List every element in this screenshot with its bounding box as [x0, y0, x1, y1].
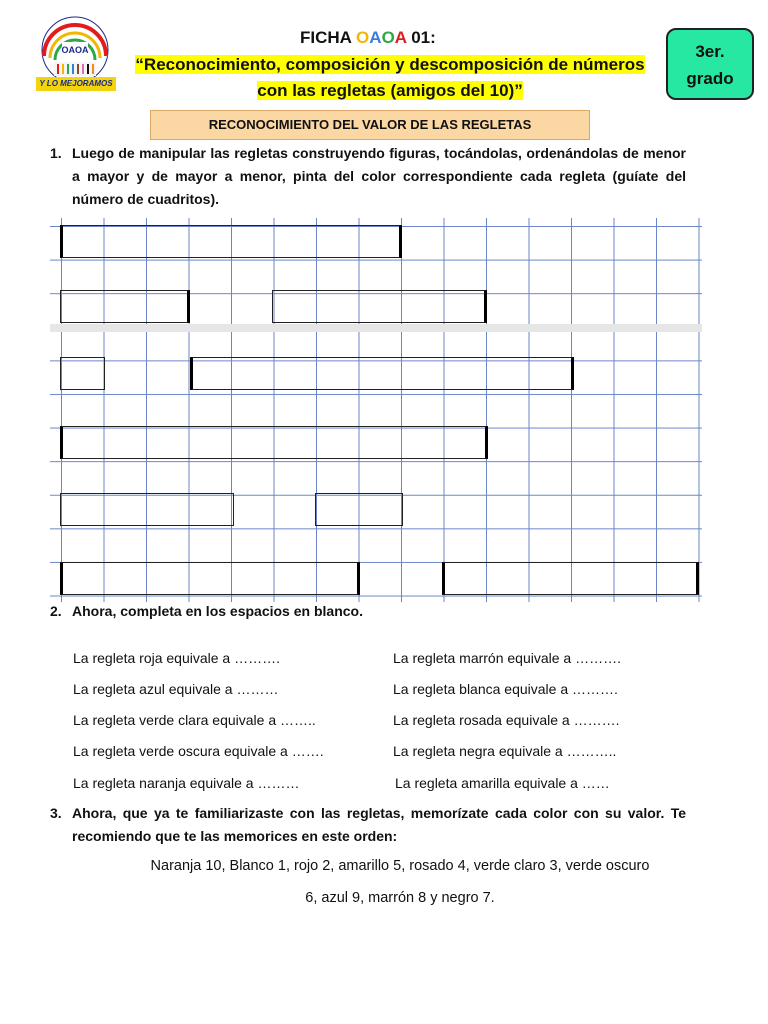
regleta-outline[interactable]: [60, 357, 105, 390]
question-2: [50, 600, 686, 624]
fill-blank-right-1: La regleta marrón equivale a ……….: [393, 650, 621, 666]
ficha-word: FICHA: [300, 28, 352, 47]
regleta-outline[interactable]: [272, 290, 487, 323]
regleta-outline[interactable]: [442, 562, 699, 595]
regleta-outline[interactable]: [60, 562, 360, 595]
question-1: [50, 142, 686, 208]
ficha-o2: O: [381, 28, 395, 47]
order-line-1: Naranja 10, Blanco 1, rojo 2, amarillo 5, rosado 4, verde claro 3, verde oscuro: [150, 858, 650, 874]
fill-blank-left-3: La regleta verde clara equivale a ……..: [73, 712, 316, 728]
question-1-number: 1.: [50, 145, 62, 161]
svg-text:OAOA: OAOA: [61, 45, 89, 55]
regleta-outline[interactable]: [60, 493, 234, 526]
fill-blank-left-2: La regleta azul equivale a ………: [73, 681, 279, 697]
question-3: [50, 802, 686, 848]
title-line-1: “Reconocimiento, composición y descomposición de números: [135, 55, 645, 74]
fill-blank-right-5: La regleta amarilla equivale a ……: [395, 775, 610, 791]
grade-line-1: 3er.: [695, 42, 725, 61]
question-3-number: 3.: [50, 805, 62, 821]
title-line-2: con las regletas (amigos del 10)”: [257, 81, 523, 100]
regletas-grid: [50, 218, 702, 602]
fill-blank-left-5: La regleta naranja equivale a ………: [73, 775, 300, 791]
question-2-text: Ahora, completa en los espacios en blanco.: [72, 603, 363, 619]
regleta-outline[interactable]: [60, 290, 190, 323]
regleta-outline[interactable]: [315, 493, 403, 526]
fill-blank-right-2: La regleta blanca equivale a ……….: [393, 681, 618, 697]
regleta-outline[interactable]: [190, 357, 574, 390]
question-1-text: Luego de manipular las regletas construyendo figuras, tocándolas, ordenándolas de menor a mayor y de mayor a menor, pinta del color correspondiente cada regleta (guíate del número de cuadritos).: [72, 145, 686, 207]
fill-blank-left-1: La regleta roja equivale a ……….: [73, 650, 280, 666]
regleta-outline[interactable]: [60, 225, 402, 258]
fill-blank-left-4: La regleta verde oscura equivale a …….: [73, 743, 324, 759]
grade-badge: [666, 28, 754, 100]
grid-divider: [50, 324, 702, 332]
ficha-a1: A: [369, 28, 382, 47]
page-title: [120, 52, 660, 104]
grade-line-2: grado: [686, 69, 734, 88]
ficha-label: [300, 28, 436, 48]
ficha-o1: O: [356, 28, 370, 47]
order-line-2: 6, azul 9, marrón 8 y negro 7.: [305, 890, 495, 906]
question-2-number: 2.: [50, 603, 62, 619]
ficha-number: 01:: [411, 28, 436, 47]
fill-blank-right-4: La regleta negra equivale a ………..: [393, 743, 617, 759]
question-3-text: Ahora, que ya te familiarizaste con las regletas, memorízate cada color con su valor. Te recomiendo que te las memorices en este orden:: [72, 805, 686, 844]
fill-blank-right-3: La regleta rosada equivale a ……….: [393, 712, 620, 728]
ficha-a2: A: [394, 28, 407, 47]
logo-slogan: Y LO MEJORAMOS: [36, 77, 116, 91]
regleta-outline[interactable]: [60, 426, 488, 459]
section-banner: RECONOCIMIENTO DEL VALOR DE LAS REGLETAS: [150, 110, 590, 140]
